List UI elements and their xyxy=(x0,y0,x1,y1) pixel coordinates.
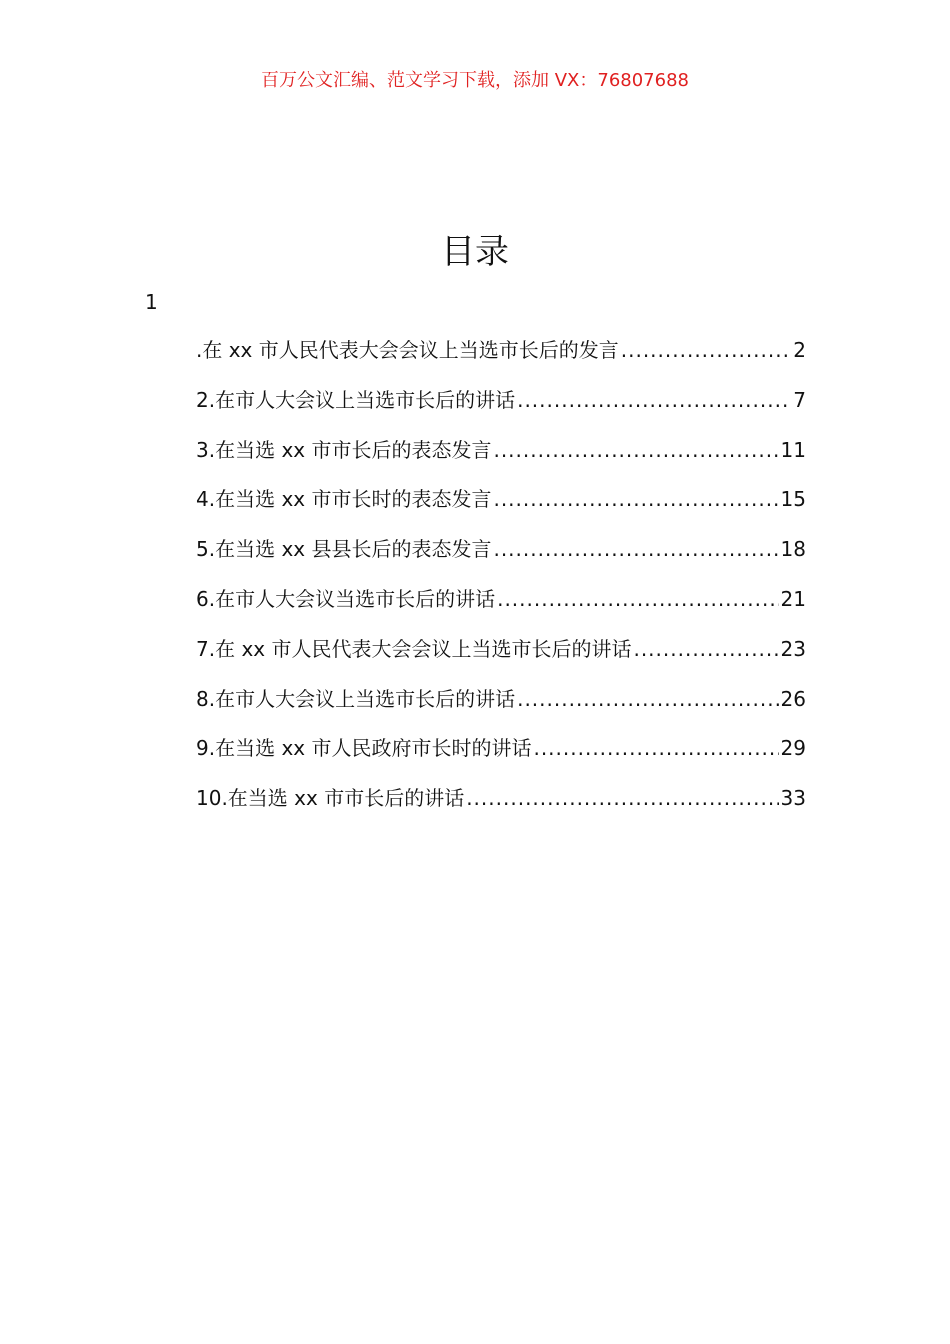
toc-entry[interactable] xyxy=(196,682,806,732)
toc-entry[interactable] xyxy=(196,383,806,433)
toc-dot-leader xyxy=(621,333,792,367)
toc-page-number: 2 xyxy=(793,338,806,362)
section-number: 1 xyxy=(145,290,158,314)
toc-entry[interactable] xyxy=(196,333,806,383)
header-note: 百万公文汇编、范文学习下载，添加 VX：76807688 xyxy=(261,70,689,91)
toc-dot-leader xyxy=(517,383,791,417)
toc-entry[interactable] xyxy=(196,482,806,532)
toc-page-number: 11 xyxy=(780,437,806,462)
toc-entry-text: 3.在当选 xx 市市长后的表态发言 xyxy=(196,437,492,462)
toc-dot-leader xyxy=(493,433,778,467)
toc-page-number: 26 xyxy=(780,686,806,711)
toc-page-number: 18 xyxy=(780,537,806,562)
toc-entry-text: .在 xx 市人民代表大会会议上当选市长后的发言 xyxy=(196,338,619,362)
toc-dot-leader xyxy=(517,682,778,716)
toc-entry[interactable] xyxy=(196,532,806,582)
toc-dot-leader xyxy=(493,482,778,516)
toc-entry[interactable] xyxy=(196,731,806,781)
toc-page-number: 29 xyxy=(780,736,806,761)
toc-entry-text: 6.在市人大会议当选市长后的讲话 xyxy=(196,586,496,611)
toc-entry-text: 4.在当选 xx 市市长时的表态发言 xyxy=(196,487,492,512)
toc-entry-text: 2.在市人大会议上当选市长后的讲话 xyxy=(196,387,516,412)
toc-dot-leader xyxy=(497,582,778,616)
toc-dot-leader xyxy=(493,532,778,566)
toc-dot-leader xyxy=(466,781,778,815)
table-of-contents xyxy=(196,333,806,831)
toc-entry[interactable] xyxy=(196,433,806,483)
page-title: 目录 xyxy=(441,232,509,272)
toc-entry[interactable] xyxy=(196,781,806,831)
toc-entry[interactable] xyxy=(196,632,806,682)
toc-entry-text: 10.在当选 xx 市市长后的讲话 xyxy=(196,786,465,811)
toc-page-number: 15 xyxy=(780,487,806,512)
toc-entry-text: 5.在当选 xx 县县长后的表态发言 xyxy=(196,537,492,562)
toc-entry-text: 9.在当选 xx 市人民政府市长时的讲话 xyxy=(196,736,532,761)
toc-entry[interactable] xyxy=(196,582,806,632)
toc-page-number: 21 xyxy=(780,586,806,611)
toc-entry-text: 8.在市人大会议上当选市长后的讲话 xyxy=(196,686,516,711)
toc-page-number: 7 xyxy=(793,387,806,412)
toc-dot-leader xyxy=(533,731,778,765)
toc-page-number: 23 xyxy=(780,636,806,661)
toc-dot-leader xyxy=(633,632,778,666)
toc-page-number: 33 xyxy=(780,786,806,811)
toc-entry-text: 7.在 xx 市人民代表大会会议上当选市长后的讲话 xyxy=(196,636,632,661)
